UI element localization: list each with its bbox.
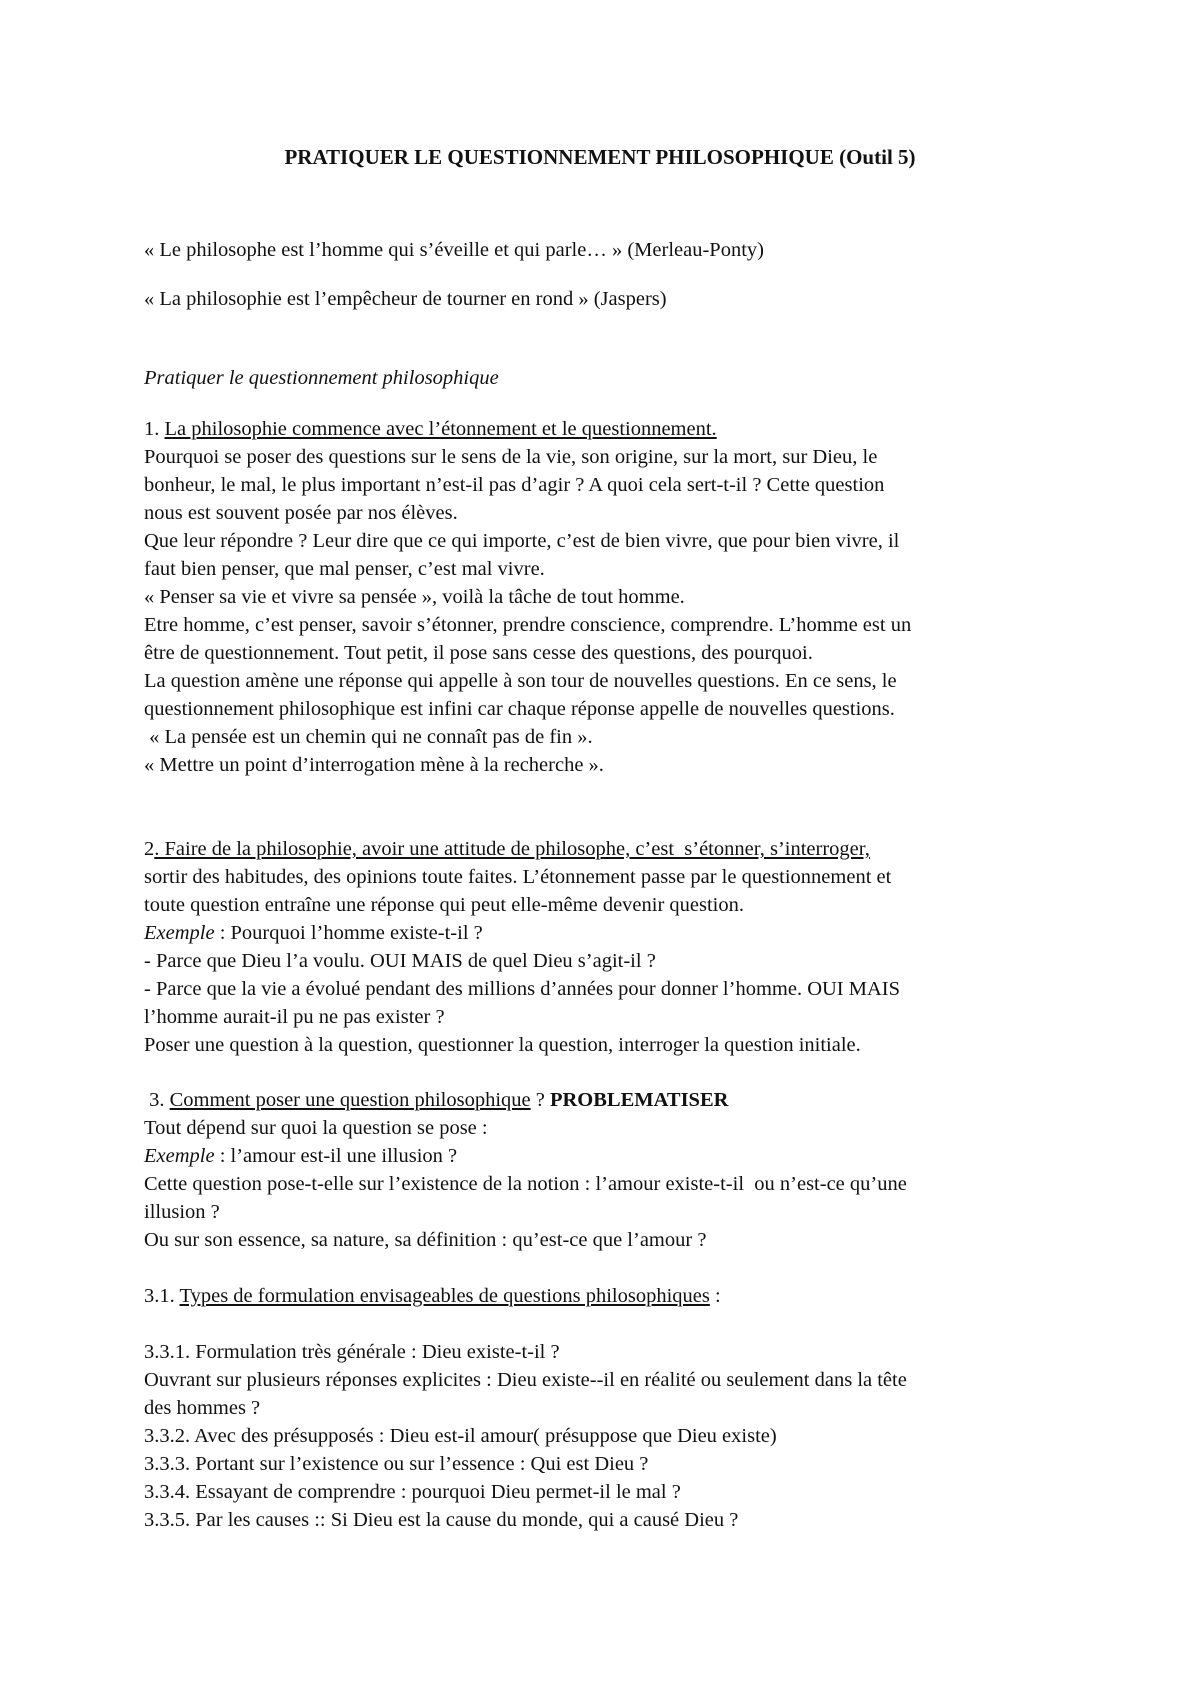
paragraph-line: « Penser sa vie et vivre sa pensée », voilà la tâche de tout homme. [144, 586, 685, 608]
section-number: 3. [144, 1089, 170, 1111]
list-item: 3.3.4. Essayant de comprendre : pourquoi Dieu permet-il le mal ? [144, 1481, 681, 1503]
section-3-1 [144, 1282, 1074, 1310]
quote-line: « Le philosophe est l’homme qui s’éveille et qui parle… » (Merleau-Ponty) [144, 239, 764, 261]
paragraph-line: l’homme aurait-il pu ne pas exister ? [144, 1006, 445, 1028]
paragraph-line: Ou sur son essence, sa nature, sa définition : qu’est-ce que l’amour ? [144, 1229, 707, 1251]
section-3-heading [144, 1086, 1074, 1114]
paragraph-line: Poser une question à la question, questionner la question, interroger la question initiale. [144, 1034, 861, 1056]
paragraph-line: faut bien penser, que mal penser, c’est mal vivre. [144, 558, 545, 580]
section-heading-text: Comment poser une question philosophique [169, 1089, 531, 1111]
paragraph-line: toute question entraîne une réponse qui peut elle-même devenir question. [144, 894, 745, 916]
section-number: 1. [144, 418, 165, 440]
section-number: 3.1. [144, 1285, 180, 1307]
list-item: 3.3.5. Par les causes :: Si Dieu est la cause du monde, qui a causé Dieu ? [144, 1509, 739, 1531]
section-3 [144, 1086, 1074, 1254]
section-keyword: PROBLEMATISER [549, 1089, 729, 1111]
paragraph-line: nous est souvent posée par nos élèves. [144, 502, 458, 524]
section-number: 2 [144, 838, 155, 860]
example-text: : l’amour est-il une illusion ? [214, 1145, 458, 1167]
section-heading-text: Types de formulation envisageables de questions philosophiques [179, 1285, 710, 1307]
paragraph-line: Cette question pose-t-elle sur l’existence de la notion : l’amour existe-t-il ou n’est-ce qu’une [144, 1173, 907, 1195]
section-heading-tail: ? [530, 1089, 550, 1111]
quote-line: « La philosophie est l’empêcheur de tourner en rond » (Jaspers) [144, 288, 667, 310]
subtitle [144, 364, 1074, 392]
section-3-3 [144, 1338, 1074, 1534]
list-item: 3.3.3. Portant sur l’existence ou sur l’essence : Qui est Dieu ? [144, 1453, 649, 1475]
section-2-heading [144, 835, 1074, 863]
paragraph-line: illusion ? [144, 1201, 220, 1223]
quote-merleau-ponty [144, 236, 1074, 264]
paragraph-line: Ouvrant sur plusieurs réponses explicites : Dieu existe--il en réalité ou seulement dans la tête [144, 1369, 907, 1391]
document-title: PRATIQUER LE QUESTIONNEMENT PHILOSOPHIQUE (Outil 5) [284, 145, 916, 169]
paragraph-line: bonheur, le mal, le plus important n’est-il pas d’agir ? A quoi cela sert-t-il ? Cette question [144, 474, 885, 496]
paragraph-line: être de questionnement. Tout petit, il pose sans cesse des questions, des pourquoi. [144, 642, 813, 664]
quote-jaspers [144, 285, 1074, 313]
list-item: 3.3.1. Formulation très générale : Dieu existe-t-il ? [144, 1341, 560, 1363]
paragraph-line: « Mettre un point d’interrogation mène à la recherche ». [144, 754, 604, 776]
example-label: Exemple [144, 1145, 215, 1167]
example-text: : Pourquoi l’homme existe-t-il ? [214, 922, 483, 944]
paragraph-line: Pourquoi se poser des questions sur le sens de la vie, son origine, sur la mort, sur Dieu, le [144, 446, 878, 468]
section-1-heading [144, 415, 1074, 443]
paragraph-line: Etre homme, c’est penser, savoir s’étonner, prendre conscience, comprendre. L’homme est un [144, 614, 912, 636]
paragraph-line: des hommes ? [144, 1397, 261, 1419]
paragraph-line: sortir des habitudes, des opinions toute faites. L’étonnement passe par le questionnement et [144, 866, 892, 888]
example-line [144, 919, 1074, 947]
section-heading-text: . Faire de la philosophie, avoir une attitude de philosophe, c’est s’étonner, s’interroger, [154, 838, 870, 860]
example-line [144, 1142, 1074, 1170]
paragraph-line: La question amène une réponse qui appelle à son tour de nouvelles questions. En ce sens, le [144, 670, 897, 692]
paragraph-line: Que leur répondre ? Leur dire que ce qui importe, c’est de bien vivre, que pour bien vivre, il [144, 530, 900, 552]
section-3-1-heading [144, 1282, 1074, 1310]
paragraph-line: questionnement philosophique est infini car chaque réponse appelle de nouvelles questions. [144, 698, 895, 720]
list-item: 3.3.2. Avec des présupposés : Dieu est-il amour( présuppose que Dieu existe) [144, 1425, 777, 1447]
paragraph-line: « La pensée est un chemin qui ne connaît pas de fin ». [144, 726, 593, 748]
paragraph-line: - Parce que la vie a évolué pendant des millions d’années pour donner l’homme. OUI MAIS [144, 978, 901, 1000]
subtitle-text: Pratiquer le questionnement philosophique [144, 367, 499, 389]
section-heading-text: La philosophie commence avec l’étonnement et le questionnement. [164, 418, 717, 440]
paragraph-line: - Parce que Dieu l’a voulu. OUI MAIS de quel Dieu s’agit-il ? [144, 950, 656, 972]
example-label: Exemple [144, 922, 215, 944]
section-2 [144, 835, 1074, 1059]
section-heading-tail: : [709, 1285, 721, 1307]
section-1 [144, 415, 1074, 779]
paragraph-line: Tout dépend sur quoi la question se pose : [144, 1117, 488, 1139]
